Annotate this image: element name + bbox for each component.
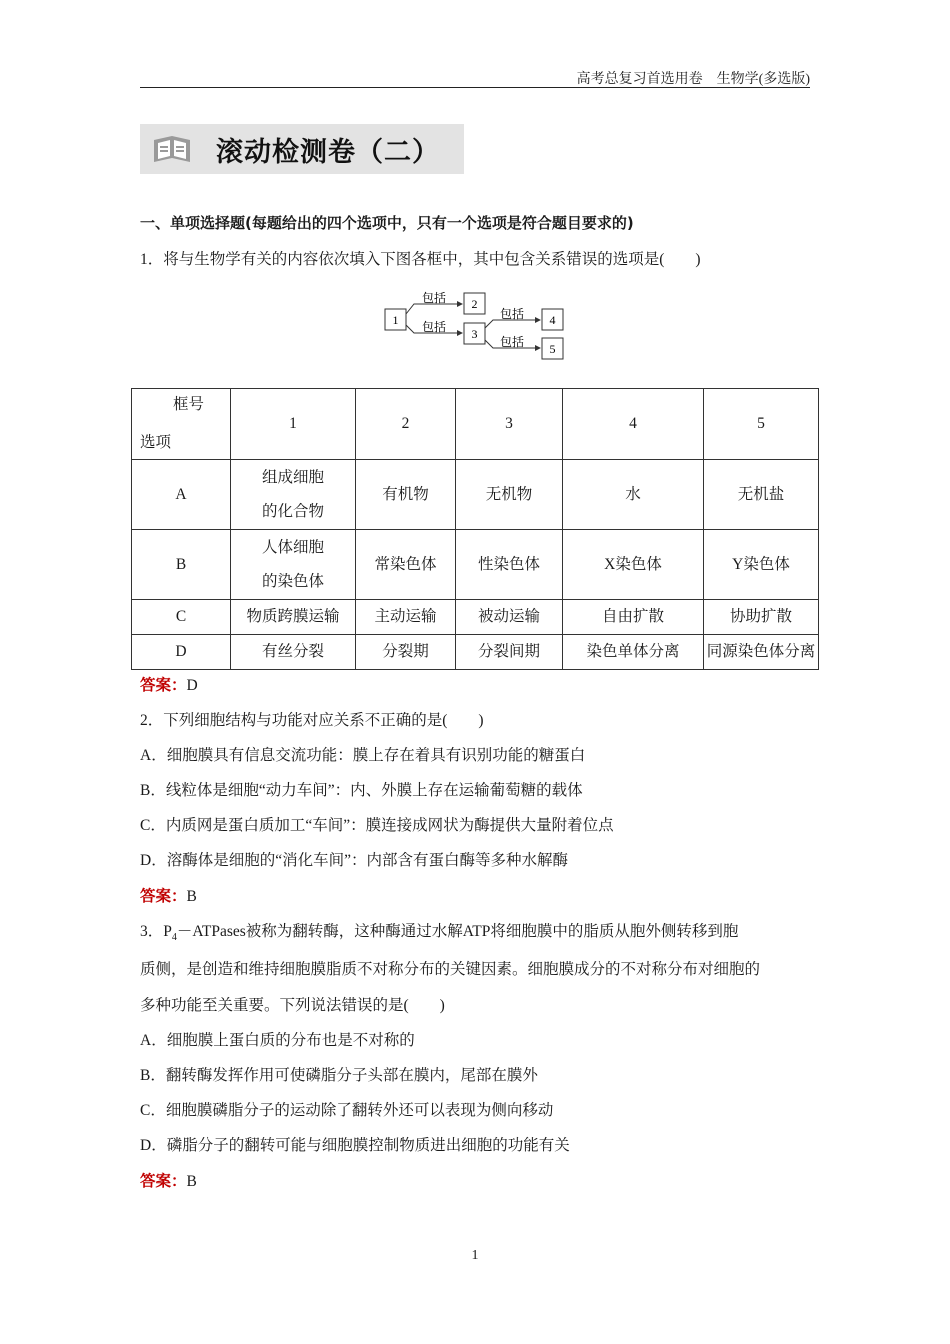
header-option: 选项: [140, 434, 172, 451]
table-cell: 人体细胞的染色体: [231, 530, 356, 600]
title-banner: [140, 124, 464, 174]
table-cell: 分裂间期: [456, 635, 563, 670]
answer-label: 答案：: [140, 676, 187, 694]
table-cell: X染色体: [563, 530, 704, 600]
q2-option-a: A．细胞膜具有信息交流功能：膜上存在着具有识别功能的糖蛋白: [140, 747, 586, 764]
column-header: 2: [356, 389, 456, 460]
running-header: 高考总复习首选用卷 生物学(多选版): [576, 72, 810, 87]
diagram-arrow-label: 包括: [421, 320, 447, 334]
page-number: 1: [471, 1248, 479, 1263]
q2-answer: [140, 884, 197, 906]
diagram-arrow-label: 包括: [499, 307, 525, 321]
table-cell: 物质跨膜运输: [231, 600, 356, 635]
row-option: A: [132, 460, 231, 530]
diagram-box-3-label: 3: [471, 327, 478, 341]
inclusion-diagram: [380, 290, 570, 362]
table-corner-cell: [132, 389, 231, 460]
table-cell: Y染色体: [704, 530, 819, 600]
section-heading: 一、单项选择题(每题给出的四个选项中，只有一个选项是符合题目要求的): [140, 214, 634, 232]
answer-label: 答案：: [140, 887, 187, 905]
q3-stem-line2: 质侧，是创造和维持细胞膜脂质不对称分布的关键因素。细胞膜成分的不对称分布对细胞的: [140, 961, 761, 978]
table-cell: 有丝分裂: [231, 635, 356, 670]
table-cell: 同源染色体分离: [704, 635, 819, 670]
table-cell: 自由扩散: [563, 600, 704, 635]
diagram-box-1-label: 1: [392, 313, 399, 327]
row-option: B: [132, 530, 231, 600]
table-cell: 被动运输: [456, 600, 563, 635]
row-option: D: [132, 635, 231, 670]
table-cell: 主动运输: [356, 600, 456, 635]
diagram-arrow-label: 包括: [499, 335, 525, 349]
exam-title: 滚动检测卷（二）: [216, 137, 440, 168]
q1-stem: 1．将与生物学有关的内容依次填入下图各框中，其中包含关系错误的选项是( ): [140, 251, 701, 268]
table-row: [132, 460, 819, 530]
book-icon: [152, 134, 192, 164]
column-header: 3: [456, 389, 563, 460]
table-row: [132, 635, 819, 670]
q3-stem-line3: 多种功能至关重要。下列说法错误的是( ): [140, 997, 445, 1014]
q3-option-c: C．细胞膜磷脂分子的运动除了翻转外还可以表现为侧向移动: [140, 1102, 554, 1119]
answer-value: D: [186, 677, 198, 694]
diagram-arrow-label: 包括: [421, 291, 447, 305]
table-row: [132, 530, 819, 600]
table-cell: 分裂期: [356, 635, 456, 670]
q1-answer: [140, 673, 198, 695]
diagram-box-5-label: 5: [549, 342, 556, 356]
table-cell: 有机物: [356, 460, 456, 530]
q3-stem-line1: 3．$P_4-ATPases$被称为翻转酶，这种酶通过水解ATP将细胞膜中的脂质从胞外侧转移到胞: [140, 923, 739, 944]
table-row: [132, 600, 819, 635]
diagram-box-4-label: 4: [549, 313, 556, 327]
q2-option-d: D．溶酶体是细胞的“消化车间”：内部含有蛋白酶等多种水解酶: [140, 852, 568, 869]
column-header: 1: [231, 389, 356, 460]
table-cell: 染色单体分离: [563, 635, 704, 670]
q2-stem: 2．下列细胞结构与功能对应关系不正确的是( ): [140, 712, 484, 729]
table-cell: 水: [563, 460, 704, 530]
table-cell: 常染色体: [356, 530, 456, 600]
q3-option-d: D．磷脂分子的翻转可能与细胞膜控制物质进出细胞的功能有关: [140, 1137, 570, 1154]
table-cell: 组成细胞的化合物: [231, 460, 356, 530]
header-box-number: 框号: [172, 396, 204, 413]
diagram-box-2-label: 2: [471, 297, 478, 311]
table-header-row: [132, 389, 819, 460]
diagram-arrow-3-4: [485, 320, 540, 328]
q3-option-b: B．翻转酶发挥作用可使磷脂分子头部在膜内，尾部在膜外: [140, 1067, 538, 1084]
answer-value: B: [186, 888, 197, 905]
q2-option-c: C．内质网是蛋白质加工“车间”：膜连接成网状为酶提供大量附着位点: [140, 817, 614, 834]
q3-option-a: A．细胞膜上蛋白质的分布也是不对称的: [140, 1032, 415, 1049]
table-cell: 性染色体: [456, 530, 563, 600]
table-cell: 协助扩散: [704, 600, 819, 635]
q3-answer: [140, 1169, 197, 1191]
diagram-arrow-1-2: [406, 304, 462, 314]
table-cell: 无机物: [456, 460, 563, 530]
header-rule: [140, 87, 810, 88]
answer-value: B: [186, 1173, 197, 1190]
answer-label: 答案：: [140, 1172, 187, 1190]
column-header: 5: [704, 389, 819, 460]
column-header: 4: [563, 389, 704, 460]
q1-options-table: [131, 388, 819, 670]
row-option: C: [132, 600, 231, 635]
table-cell: 无机盐: [704, 460, 819, 530]
q2-option-b: B．线粒体是细胞“动力车间”：内、外膜上存在运输葡萄糖的载体: [140, 782, 583, 799]
